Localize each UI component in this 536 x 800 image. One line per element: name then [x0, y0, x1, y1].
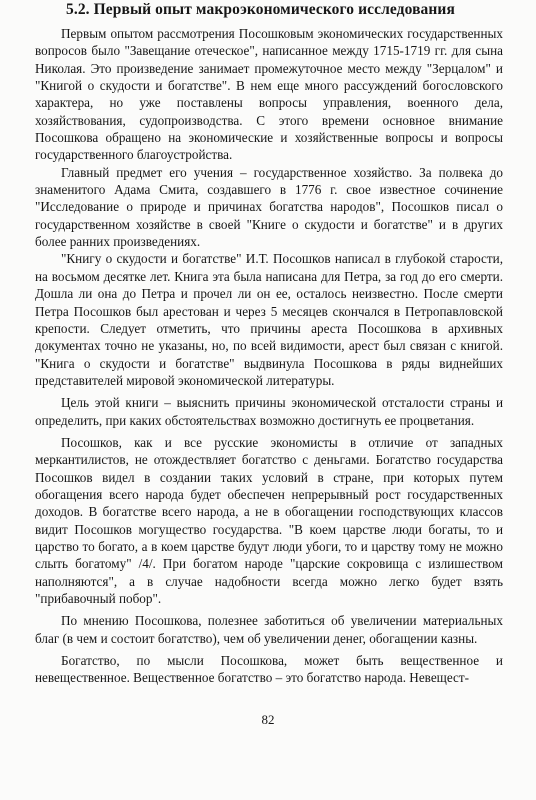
paragraph-6: По мнению Посошкова, полезнее заботиться об увеличении материальных благ (в чем и состоит богатство), чем об увеличении денег, обогащении казны.	[35, 613, 503, 646]
body-text	[35, 25, 503, 687]
paragraph-5: Посошков, как и все русские экономисты в отличие от западных меркантилистов, не отождествляет богатство с деньгами. Богатство государства Посошков видел в создании таких условий в стране, при которых путем обогащения всего народа будет обеспечен непрерывный рост государственных доходов. В богатстве всего народа, а не в обогащении господствующих классов видит Посошков могущество государства. "В коем царстве люди богаты, то и царство то богато, а в коем царстве будут люди убоги, то и царству тому не можно слыть богатому" /4/. При богатом народе "царские сокровища с излишеством наполняются", а в случае надобности всегда можно легко будет взять "прибавочный побор".	[35, 434, 503, 606]
paragraph-1: Первым опытом рассмотрения Посошковым экономических государственных вопросов было "Завещание отеческое", написанное между 1715-1719 гг. для сына Николая. Это произведение занимает промежуточное место между "Зерцалом" и "Книгой о скудости и богатстве". В нем еще много рассуждений богословского характера, но уже поставлены вопросы управления, военного дела, хозяйствования, судопроизводства. С этого времени основное внимание Посошкова обращено на экономические и хозяйственные вопросы и вопросы государственного благоустройства.	[35, 26, 503, 163]
paragraph-4: Цель этой книги – выяснить причины экономической отсталости страны и определить, при каких обстоятельствах возможно достигнуть ее процветания.	[35, 395, 503, 428]
paragraph-7: Богатство, по мысли Посошкова, может быть вещественное и невещественное. Вещественное богатство – это богатство народа. Невещест-	[35, 653, 503, 686]
page-number: 82	[261, 712, 275, 727]
paragraph-3: "Книгу о скудости и богатстве" И.Т. Посошков написал в глубокой старости, на восьмом десятке лет. Книга эта была написана для Петра, за год до его смерти. Дошла ли она до Петра и прочел ли он ее, осталось неизвестно. После смерти Петра Посошков был арестован и через 5 месяцев скончался в Петропавловской крепости. Следует отметить, что причины ареста Посошкова в архивных документах точно не указаны, но, по всей видимости, арест был связан с книгой. "Книга о скудости и богатстве" выдвинула Посошкова в ряды виднейших представителей мировой экономической литературы.	[35, 251, 503, 388]
paragraph-2: Главный предмет его учения – государственное хозяйство. За полвека до знаменитого Адама Смита, создавшего в 1776 г. свое известное сочинение "Исследование о природе и причинах богатства народов", Посошков писал о государственном хозяйстве в своей "Книге о скудости и богатстве" и в других более ранних произведениях.	[35, 164, 503, 250]
section-title: 5.2. Первый опыт макроэкономического исследования	[66, 1, 455, 18]
